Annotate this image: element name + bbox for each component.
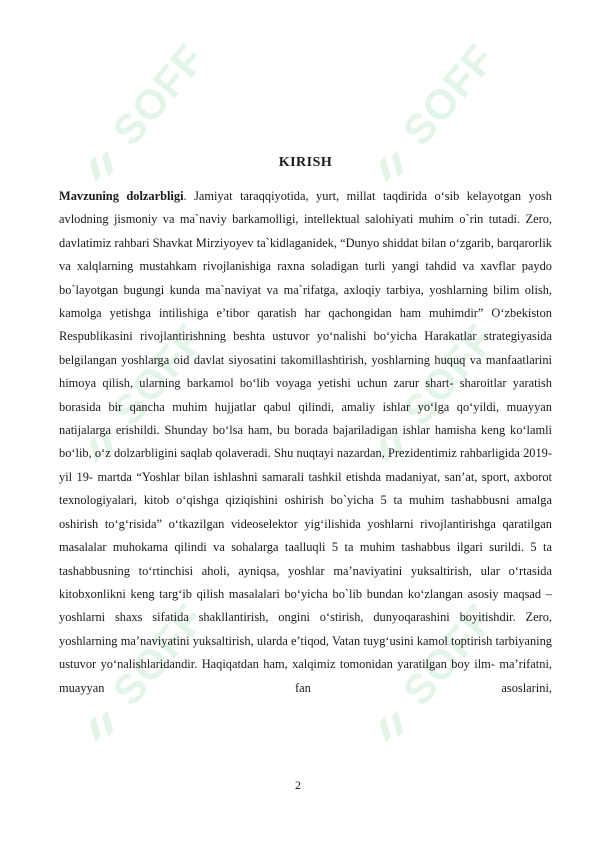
watermark-text: SOFF: [103, 594, 214, 715]
body-paragraph: [59, 185, 552, 700]
watermark-text: SOFF: [393, 34, 504, 155]
watermark-text: SOFF: [103, 314, 214, 435]
page-title: KIRISH: [278, 155, 333, 170]
watermark-text: SOFF: [103, 34, 214, 155]
watermark-text: SOFF: [393, 594, 504, 715]
watermark-text: SOFF: [393, 314, 504, 435]
document-body: [59, 155, 552, 700]
paragraph-text: . Jamiyat taraqqiyotida, yurt, millat taqdirida o‘sib kelayotgan yosh avlodning jismoniy va ma`naviy barkamolligi, intellektual salohiyati muhim o`rin tutadi. Zero, davlatimiz rahbari Shavkat Mirziyoyev ta`kidlaganidek, “Dunyo shiddat bilan o‘zgarib, barqarorlik va xalqlarning mustahkam rivojlanishiga raxna soladigan turli yangi tahdid va xavflar paydo bo`layotgan bugungi kunda ma`naviyat va ma`rifatga, axloqiy tarbiya, yoshlarning bilim olish, kamolga yetishga intilishiga e’tibor qaratish har qachongidan ham muhimdir” O‘zbekiston Respublikasini rivojlantirishning beshta ustuvor yo‘nalishi bo‘yicha Harakatlar strategiyasida belgilangan yoshlarga oid davlat siyosatini takomillashtirish, yoshlarning huquq va manfaatlarini himoya qilish, ularning barkamol bo‘lib voyaga yetishi uchun zarur shart- sharoitlar yaratish borasida bir qancha muhim hujjatlar qabul qilindi, amaliy ishlar yo‘lga qo‘yildi, muayyan natijalarga erishildi. Shunday bo‘lsa ham, bu borada bajariladigan ishlar hamisha keng ko‘lamli bo‘lib, o‘z dolzarbligini saqlab qolaveradi. Shu nuqtayi nazardan, Prezidentimiz rahbarligida 2019- yil 19- martda “Yoshlar bilan ishlashni samarali tashkil etishda madaniyat, san’at, sport, axborot texnologiyalari, kitob o‘qishga qiziqishini oshirish bo`yicha 5 ta muhim tashabbusni amalga oshirish to‘g‘risida” o‘tkazilgan videoselektor yig‘ilishida yoshlarni rivojlantirishga qaratilgan masalalar muhokama qilindi va sohalarga taalluqli 5 ta muhim tashabbus ilgari surildi. 5 ta tashabbusning to‘rtinchisi aholi, ayniqsa, yoshlar ma’naviyatini yuksaltirish, ular o‘rtasida kitobxonlikni keng targ‘ib qilish masalalari bo‘yicha bo`lib bundan ko‘zlangan asosiy maqsad – yoshlarni shaxs sifatida shakllantirish, ongini o‘stirish, dunyoqarashini boyitishdir. Zero, yoshlarning ma’naviyatini yuksaltirish, ularda e’tiqod, Vatan tuyg‘usini kamol toptirish tarbiyaning ustuvor yo‘nalishlaridandir. Haqiqatdan ham, xalqimiz tomonidan yaratilgan boy ilm- ma’rifatni, muayyan fan asoslarini,: [59, 189, 552, 695]
page-number: 2: [295, 778, 301, 792]
paragraph-lead: Mavzuning dolzarbligi: [59, 189, 184, 203]
